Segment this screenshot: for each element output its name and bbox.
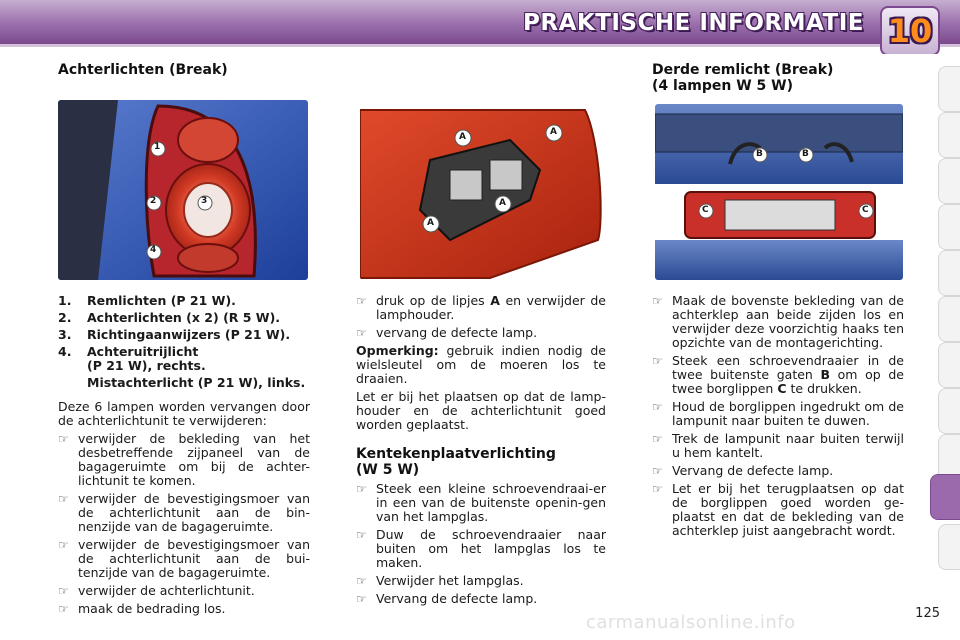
intro-paragraph: Deze 6 lampen worden vervangen door de achterlichtunit te verwijderen: [58,399,310,428]
bullet-text: en verwijder de lamphouder. [376,293,606,322]
figure-callout: A [499,198,506,208]
bullet-item: ☞ Vervang de defecte lamp. [652,464,904,478]
chapter-tab[interactable] [938,66,960,112]
chapter-tab-active[interactable] [930,474,960,520]
bullet-item: ☞ Let er bij het terugplaatsen op dat de borglippen goed worden ge-plaatst en dat de bekleding van de achterklep juist aangebracht wordt. [652,482,904,538]
middle-column-text-2 [356,482,606,610]
heading-line: Kentekenplaatverlichting [356,446,556,462]
chapter-tab[interactable] [938,112,960,158]
figure-callout: 2 [150,196,157,206]
chapter-tab[interactable] [938,342,960,388]
figure-callout: 4 [150,245,157,255]
page-header [0,0,960,54]
bullet-item: ☞ maak de bedrading los. [58,602,310,616]
list-text: (P 21 W), rechts. [87,358,206,373]
figure-callout: A [459,132,466,142]
chapter-tab[interactable] [938,296,960,342]
bullet-item: ☞ Steek een kleine schroevendraai-er in een van de buitenste openin-gen van het lampglas. [356,482,606,524]
section-title: PRAKTISCHE INFORMATIE [523,10,864,36]
callout-ref: B [820,367,831,382]
figure-callout: B [802,149,809,159]
chapter-tab[interactable] [938,250,960,296]
bullet-item [652,354,904,396]
note-paragraph [356,344,606,386]
figure-third-brake-light [655,104,903,280]
heading-line: Derde remlicht (Break) [652,62,834,78]
bullet-item: ☞ vervang de defecte lamp. [356,326,606,340]
note-label: Opmerking: [356,343,439,358]
right-column-text [652,294,904,542]
bullet-item: ☞ verwijder de bekleding van het desbetreffende zijpaneel van de bagageruimte om bij de achter-lichtunit te komen. [58,432,310,488]
list-text: Richtingaanwijzers (P 21 W). [87,327,291,342]
chapter-badge [880,6,940,54]
bullet-text: om op de twee borglippen [672,367,904,396]
bullet-item: ☞ verwijder de bevestigingsmoer van de achterlichtunit aan de bin-nenzijde van de bagageruimte. [58,492,310,534]
list-text: Remlichten (P 21 W). [87,293,236,308]
heading-third-brake-light [652,62,833,94]
bullet-item: ☞ Houd de borglippen ingedrukt om de lampunit naar buiten te duwen. [652,400,904,428]
chapter-tab[interactable] [938,388,960,434]
chapter-tabs [930,66,960,576]
list-number: 3. [58,327,72,342]
chapter-tab[interactable] [938,204,960,250]
figure-callout: 1 [154,142,161,152]
callout-ref: A [490,293,500,308]
chapter-tab[interactable] [938,524,960,570]
list-item [58,311,310,325]
figure-callout: A [550,127,557,137]
bullet-item: ☞ verwijder de bevestigingsmoer van de achterlichtunit aan de bui-tenzijde van de bagageruimte. [58,538,310,580]
heading-line: (4 lampen W 5 W) [652,78,793,94]
note-paragraph-2: Let er bij het plaatsen op dat de lamp-houder en de achterlichtunit goed worden geplaatst. [356,389,606,432]
header-rule [0,44,960,47]
bullet-text: te drukken. [790,381,862,396]
bullet-item: ☞ verwijder de achterlichtunit. [58,584,310,598]
list-item-extra: Mistachterlicht (P 21 W), links. [87,375,306,390]
callout-ref: C [777,381,787,396]
chapter-number: 10 [887,12,933,50]
left-column-text [58,294,310,620]
bullet-text: Steek een schroevendraaier in de twee buitenste gaten [672,353,904,382]
figure-callout: B [756,149,763,159]
list-text: Achterlichten (x 2) (R 5 W). [87,310,281,325]
heading-plate-light [356,446,556,478]
page-number: 125 [915,606,940,621]
figure-callout: 3 [201,196,208,206]
bullet-item: ☞ Trek de lampunit naar buiten terwijl u hem kantelt. [652,432,904,460]
figure-rear-light-cluster [58,100,308,280]
note-text: gebruik indien nodig de wielsleutel om de moeren los te draaien. [356,343,606,386]
bullet-item: ☞ Vervang de defecte lamp. [356,592,606,606]
list-number: 2. [58,310,72,325]
middle-column-text [356,294,606,434]
list-text: Achteruitrijlicht [87,344,199,359]
list-number: 1. [58,293,72,308]
list-item [58,345,310,373]
list-item [58,294,310,308]
bullet-item: ☞ Duw de schroevendraaier naar buiten om het lampglas los te maken. [356,528,606,570]
heading-line: (W 5 W) [356,462,420,478]
bullet-text: druk op de lipjes [376,293,485,308]
figure-lamp-holder [360,100,605,280]
bullet-item [356,294,606,322]
watermark: carmanualsonline.info [586,612,796,633]
bullet-item: ☞ Verwijder het lampglas. [356,574,606,588]
figure-callout: C [702,205,709,215]
chapter-tab[interactable] [938,158,960,204]
list-number: 4. [58,344,72,359]
bullet-item: ☞ Maak de bovenste bekleding van de achterklep aan beide zijden los en verwijder deze voorzichtig haaks ten opzichte van de montagerichting. [652,294,904,350]
figure-callout: C [862,205,869,215]
figure-callout: A [427,218,434,228]
list-item [58,328,310,342]
heading-rear-lights: Achterlichten (Break) [58,62,228,78]
